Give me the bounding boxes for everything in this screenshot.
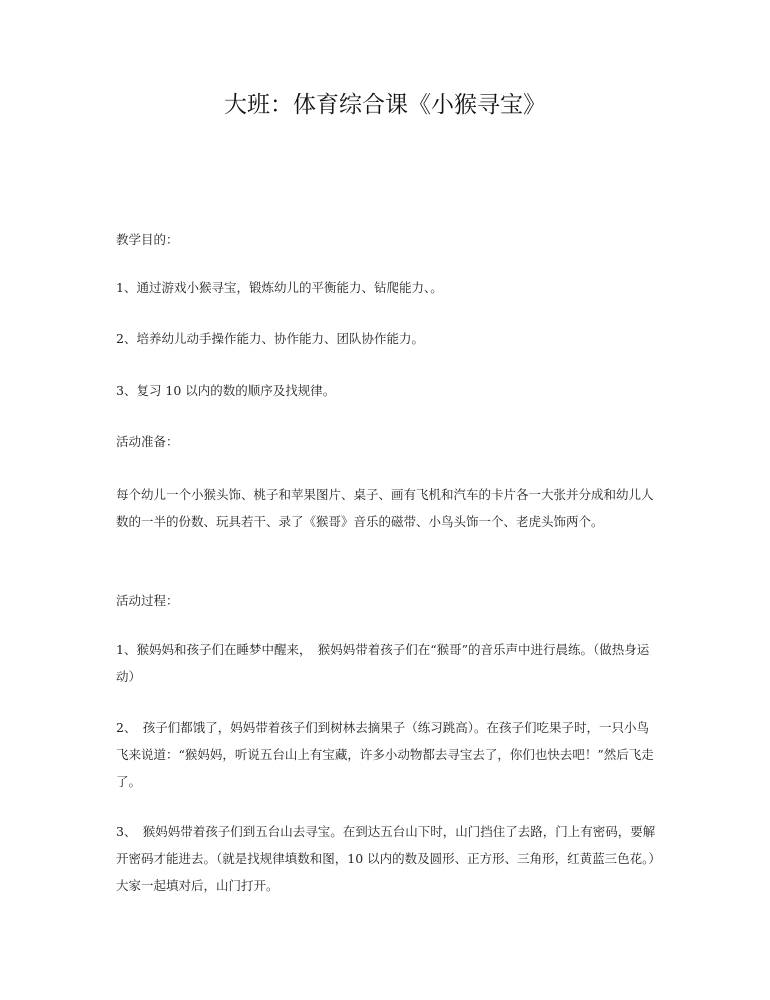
process-step-2: 2、 孩子们都饿了，妈妈带着孩子们到树林去摘果子（练习跳高）。在孩子们吃果子时，一只小鸟飞来说道：“猴妈妈，听说五台山上有宝藏，许多小动物都去寻宝去了，你们也快去吧！”然后飞走了。 xyxy=(116,720,654,789)
process-step-1: 1、猴妈妈和孩子们在睡梦中醒来， 猴妈妈带着孩子们在“猴哥”的音乐声中进行晨练。（做热身运动） xyxy=(116,642,650,684)
preparation-heading: 活动准备： xyxy=(116,434,179,449)
goal-2: 2、培养幼儿动手操作能力、协作能力、团队协作能力。 xyxy=(116,331,424,346)
goals-heading: 教学目的： xyxy=(116,232,179,247)
process-heading: 活动过程： xyxy=(116,593,179,608)
preparation-text: 每个幼儿一个小猴头饰、桃子和苹果图片、桌子、画有飞机和汽车的卡片各一大张并分成和幼儿人数的一半的份数、玩具若干、录了《猴哥》音乐的磁带、小鸟头饰一个、老虎头饰两个。 xyxy=(116,487,654,529)
goal-1: 1、通过游戏小猴寻宝，锻炼幼儿的平衡能力、钻爬能力、。 xyxy=(116,280,443,295)
goal-3: 3、复习 10 以内的数的顺序及找规律。 xyxy=(116,383,336,398)
process-step-3: 3、 猴妈妈带着孩子们到五台山去寻宝。在到达五台山下时，山门挡住了去路，门上有密码，要解开密码才能进去。（就是找规律填数和图，10 以内的数及圆形、正方形、三角形，红黄蓝三色花。）大家一起填对后，山门打开。 xyxy=(116,824,661,893)
document-title: 大班：体育综合课《小猴寻宝》 xyxy=(224,92,546,118)
